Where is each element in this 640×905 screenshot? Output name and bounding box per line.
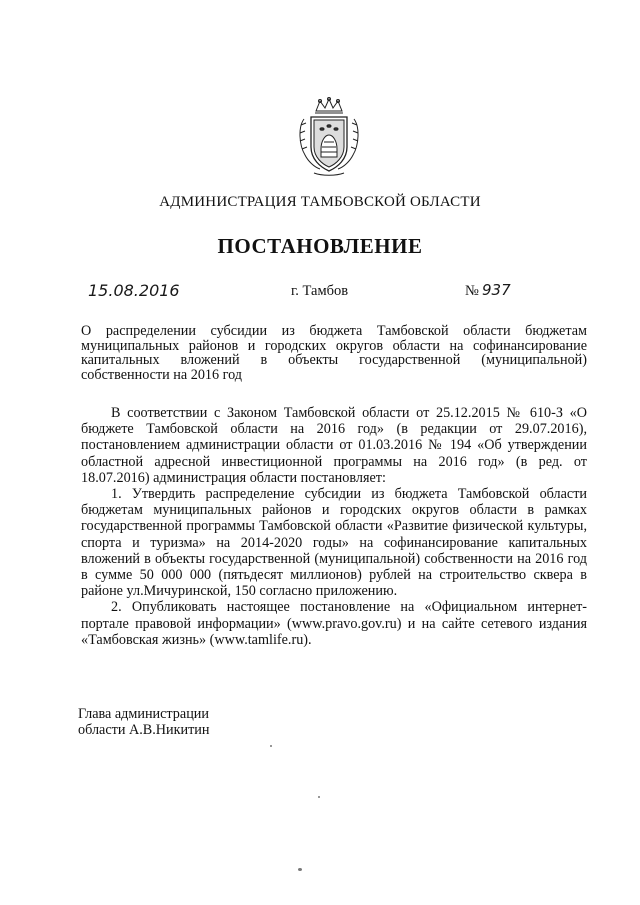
signature-name: области А.В.Никитин [78, 722, 210, 738]
document-subject: О распределении субсидии из бюджета Тамбовской области бюджетам муниципальных районов и городских округов области на софинансирование капитальных вложений в объекты государственной (муниципальной) собственности на 2016 год [81, 323, 587, 383]
preamble-paragraph: В соответствии с Законом Тамбовской области от 25.12.2015 № 610-З «О бюджете Тамбовской области на 2016 год» (в редакции от 29.07.2016), постановлением администрации области от 01.03.2016 № 194 «Об утверждении областной адресной инвестиционной программы на 2016 год» (в ред. от 18.07.2016) администрация области постановляет: [81, 405, 587, 486]
item-1-paragraph: 1. Утвердить распределение субсидии из бюджета Тамбовской области бюджетам муниципальных районов и городских округов области в рамках государственной программы Тамбовской области «Развитие физической культуры, спорта и туризма» на 2014-2020 годы» на софинансирование капитальных вложений в объекты государственной (муниципальной) собственности на 2016 год в сумме 50 000 000 (пятьдесят миллионов) рублей на строительство сквера в районе ул.Мичуринской, 150 согласно приложению. [81, 486, 587, 600]
organization-name: АДМИНИСТРАЦИЯ ТАМБОВСКОЙ ОБЛАСТИ [159, 194, 481, 210]
coat-of-arms-icon [296, 97, 362, 177]
item-2-paragraph: 2. Опубликовать настоящее постановление на «Официальном интернет-портале правовой информации» (www.pravo.gov.ru) и на сайте сетевого издания «Тамбовская жизнь» (www.tamlife.ru). [81, 599, 587, 648]
scan-speck [298, 868, 302, 871]
handwritten-number: 937 [482, 281, 511, 299]
signature-block [78, 706, 209, 738]
signature-title: Глава администрации [78, 706, 209, 722]
scan-speck [270, 745, 272, 747]
document-body [81, 405, 587, 648]
city-name: г. Тамбов [291, 283, 349, 299]
handwritten-date: 15.08.2016 [88, 281, 180, 300]
document-type-title: ПОСТАНОВЛЕНИЕ [217, 234, 423, 258]
scan-speck [318, 796, 320, 798]
number-label: № [465, 283, 479, 299]
